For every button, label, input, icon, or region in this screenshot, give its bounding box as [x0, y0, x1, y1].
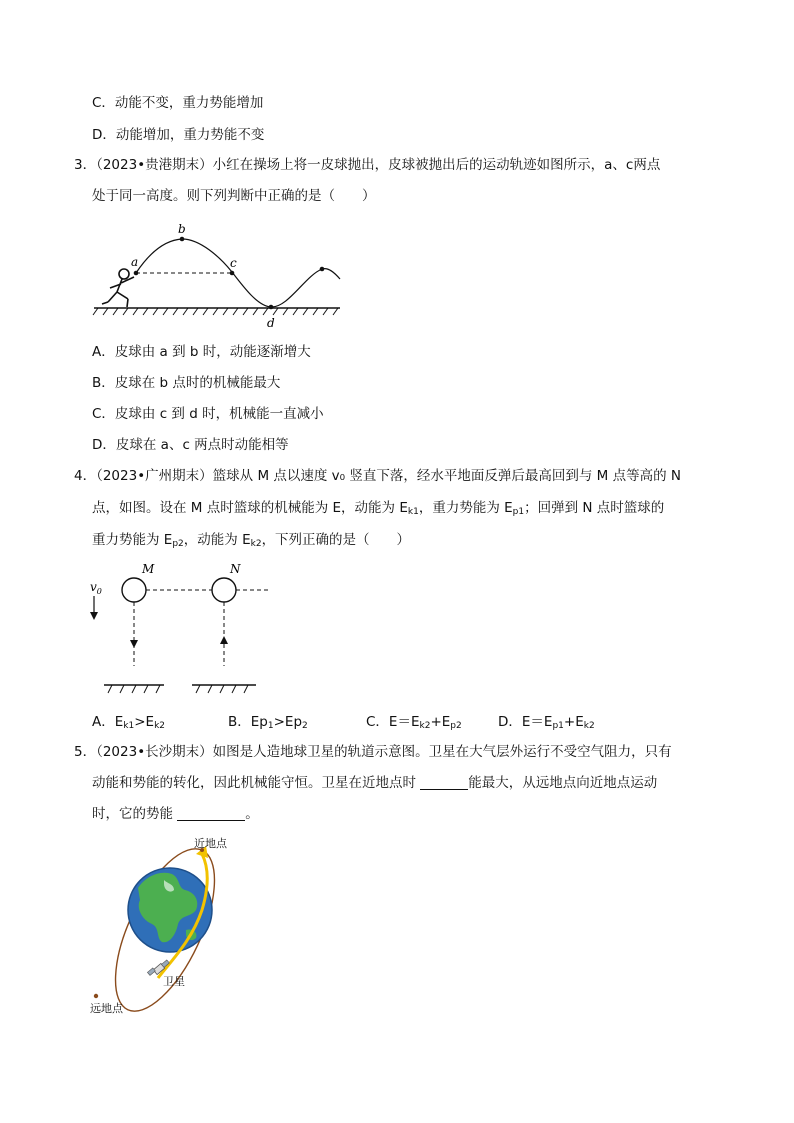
point-extra: [320, 267, 325, 272]
q3-stem-line2: 处于同一高度。则下列判断中正确的是（ ）: [92, 188, 376, 204]
q4-basketball-figure: [88, 560, 278, 700]
q4-option-a: A．$E_{k1}>E_{k2}$: [92, 714, 166, 731]
q4-stem-line3: 重力势能为 $E_{p2}$，动能为 $E_{k2}$，下列正确的是（ ）: [92, 532, 411, 549]
label-d: d: [267, 316, 275, 330]
q3-trajectory-figure: [90, 222, 350, 334]
q5-stem-line2: 动能和势能的转化，因此机械能守恒。卫星在近地点时 能最大，从远地点向近地点运动: [92, 775, 658, 791]
q3-option-a: A．皮球由 a 到 b 时，动能逐渐增大: [92, 344, 311, 360]
q4-option-b: B．$Ep_1>Ep_2$: [228, 714, 308, 731]
ball-n: [212, 578, 236, 602]
q3-option-b: B．皮球在 b 点时的机械能最大: [92, 375, 281, 391]
q2-option-d: D．动能增加，重力势能不变: [92, 127, 265, 143]
satellite-label: 卫星: [163, 975, 185, 988]
q3-option-d: D．皮球在 a、c 两点时动能相等: [92, 437, 289, 453]
point-a: [134, 271, 139, 276]
q5-stem-line1: 5．（2023•长沙期末）如图是人造地球卫星的轨道示意图。卫星在大气层外运行不受空气阻力，只有: [74, 744, 672, 760]
apogee-label: 远地点: [90, 1002, 123, 1015]
label-a: a: [131, 255, 139, 269]
label-m: M: [142, 562, 155, 576]
q4-stem-line1: 4．（2023•广州期末）篮球从 M 点以速度 v₀ 竖直下落，经水平地面反弹后最高回到与 M 点等高的 N: [74, 468, 681, 484]
point-c: [230, 271, 235, 276]
label-n: N: [230, 562, 241, 576]
q4-option-c: C．$E=E_{k2}+E_{p2}$: [366, 714, 462, 731]
point-d: [269, 305, 274, 310]
blank-1[interactable]: [420, 775, 468, 790]
v0-label: $v_0$: [90, 580, 102, 596]
blank-2[interactable]: [177, 806, 245, 821]
ball-m: [122, 578, 146, 602]
label-b: b: [178, 222, 186, 236]
q4-option-d: D．$E=E_{p1}+E_{k2}$: [498, 714, 595, 731]
point-b: [180, 237, 185, 242]
q3-stem-line1: 3．（2023•贵港期末）小红在操场上将一皮球抛出，皮球被抛出后的运动轨迹如图所示，a、c两点: [74, 157, 661, 173]
thrower-figure: [102, 269, 134, 307]
label-c: c: [230, 256, 237, 270]
q5-stem-line3: 时，它的势能 。: [92, 806, 259, 822]
q2-option-c: C．动能不变，重力势能增加: [92, 95, 264, 111]
perigee-label: 近地点: [194, 837, 227, 850]
q4-stem-line2: 点，如图。设在 M 点时篮球的机械能为 E，动能为 $E_{k1}$，重力势能为 $E_{p1}$；回弹到 N 点时篮球的: [92, 500, 665, 517]
q3-option-c: C．皮球由 c 到 d 时，机械能一直减小: [92, 406, 324, 422]
